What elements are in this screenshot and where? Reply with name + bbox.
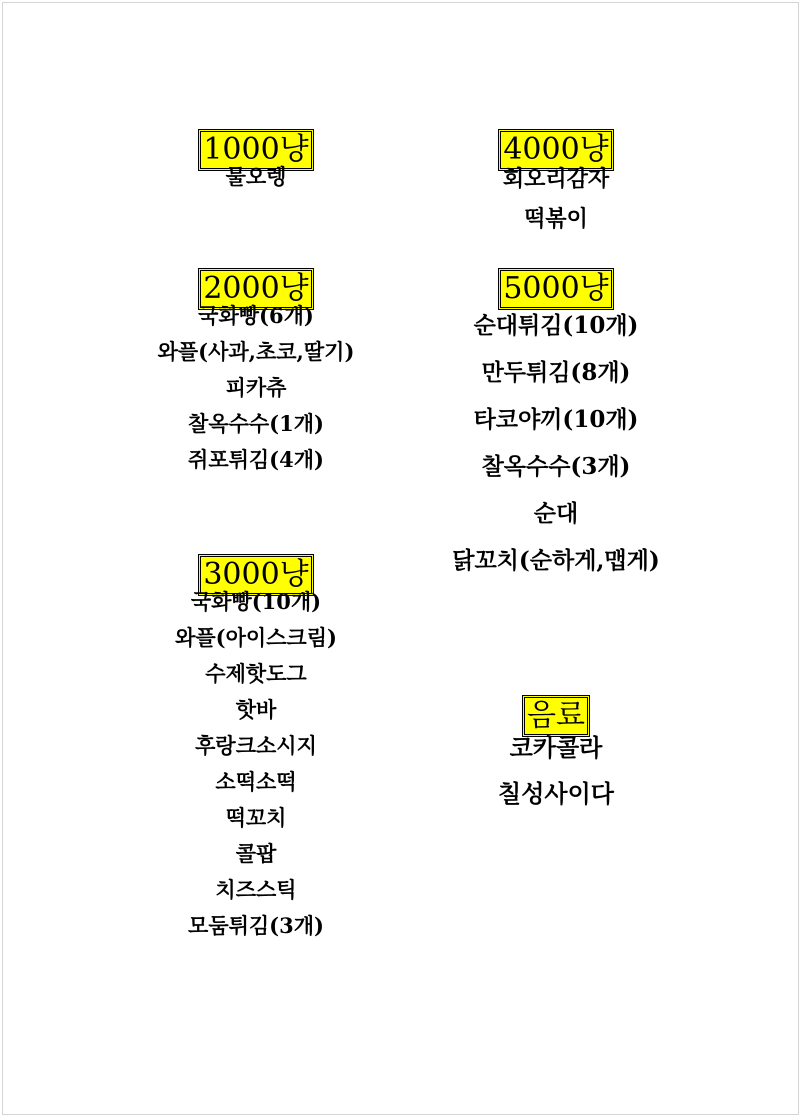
menu-item: 소떡소떡 (215, 769, 297, 794)
menu-item: 콜팝 (235, 841, 277, 866)
price-heading: 3000냥 (198, 554, 313, 596)
menu-item: 모둠튀김(3개) (188, 913, 324, 938)
menu-item: 코카콜라 (509, 733, 603, 762)
menu-page (2, 2, 799, 1115)
menu-item: 순대튀김(10개) (473, 312, 639, 339)
price-heading: 2000냥 (198, 268, 313, 310)
menu-item: 물오렝 (225, 164, 287, 189)
menu-item: 와플(아이스크림) (175, 625, 337, 650)
menu-item: 치즈스틱 (215, 877, 297, 902)
menu-item: 수제핫도그 (205, 661, 307, 686)
drinks-section (401, 695, 711, 817)
price-heading: 4000냥 (498, 129, 613, 171)
menu-item: 국화빵(6개) (198, 303, 314, 328)
item-list (101, 159, 411, 195)
item-list (401, 302, 711, 584)
price-section-5000 (401, 268, 711, 584)
item-list (101, 298, 411, 478)
item-list (401, 159, 711, 239)
menu-item: 찰옥수수(3개) (481, 453, 631, 480)
menu-item: 떡볶이 (524, 206, 588, 232)
price-section-3000 (101, 554, 411, 944)
price-heading: 1000냥 (198, 129, 313, 171)
item-list (101, 584, 411, 944)
menu-item: 와플(사과,초코,딸기) (157, 339, 355, 364)
item-list (401, 725, 711, 817)
menu-item: 칠성사이다 (498, 779, 614, 808)
menu-item: 쥐포튀김(4개) (188, 447, 324, 472)
menu-item: 타코야끼(10개) (473, 406, 639, 433)
price-section-2000 (101, 268, 411, 478)
menu-item: 순대 (533, 500, 579, 527)
menu-item: 후랑크소시지 (195, 733, 317, 758)
price-heading: 5000냥 (498, 268, 613, 310)
menu-item: 국화빵(10개) (190, 589, 322, 614)
menu-item: 회오리감자 (502, 166, 610, 192)
menu-item: 떡꼬치 (225, 805, 287, 830)
menu-item: 핫바 (235, 697, 277, 722)
menu-item: 피카츄 (225, 375, 287, 400)
drinks-heading: 음료 (522, 695, 590, 737)
price-section-1000 (101, 129, 411, 195)
menu-item: 찰옥수수(1개) (188, 411, 324, 436)
price-section-4000 (401, 129, 711, 239)
menu-item: 닭꼬치(순하게,맵게) (452, 547, 660, 574)
menu-item: 만두튀김(8개) (481, 359, 631, 386)
